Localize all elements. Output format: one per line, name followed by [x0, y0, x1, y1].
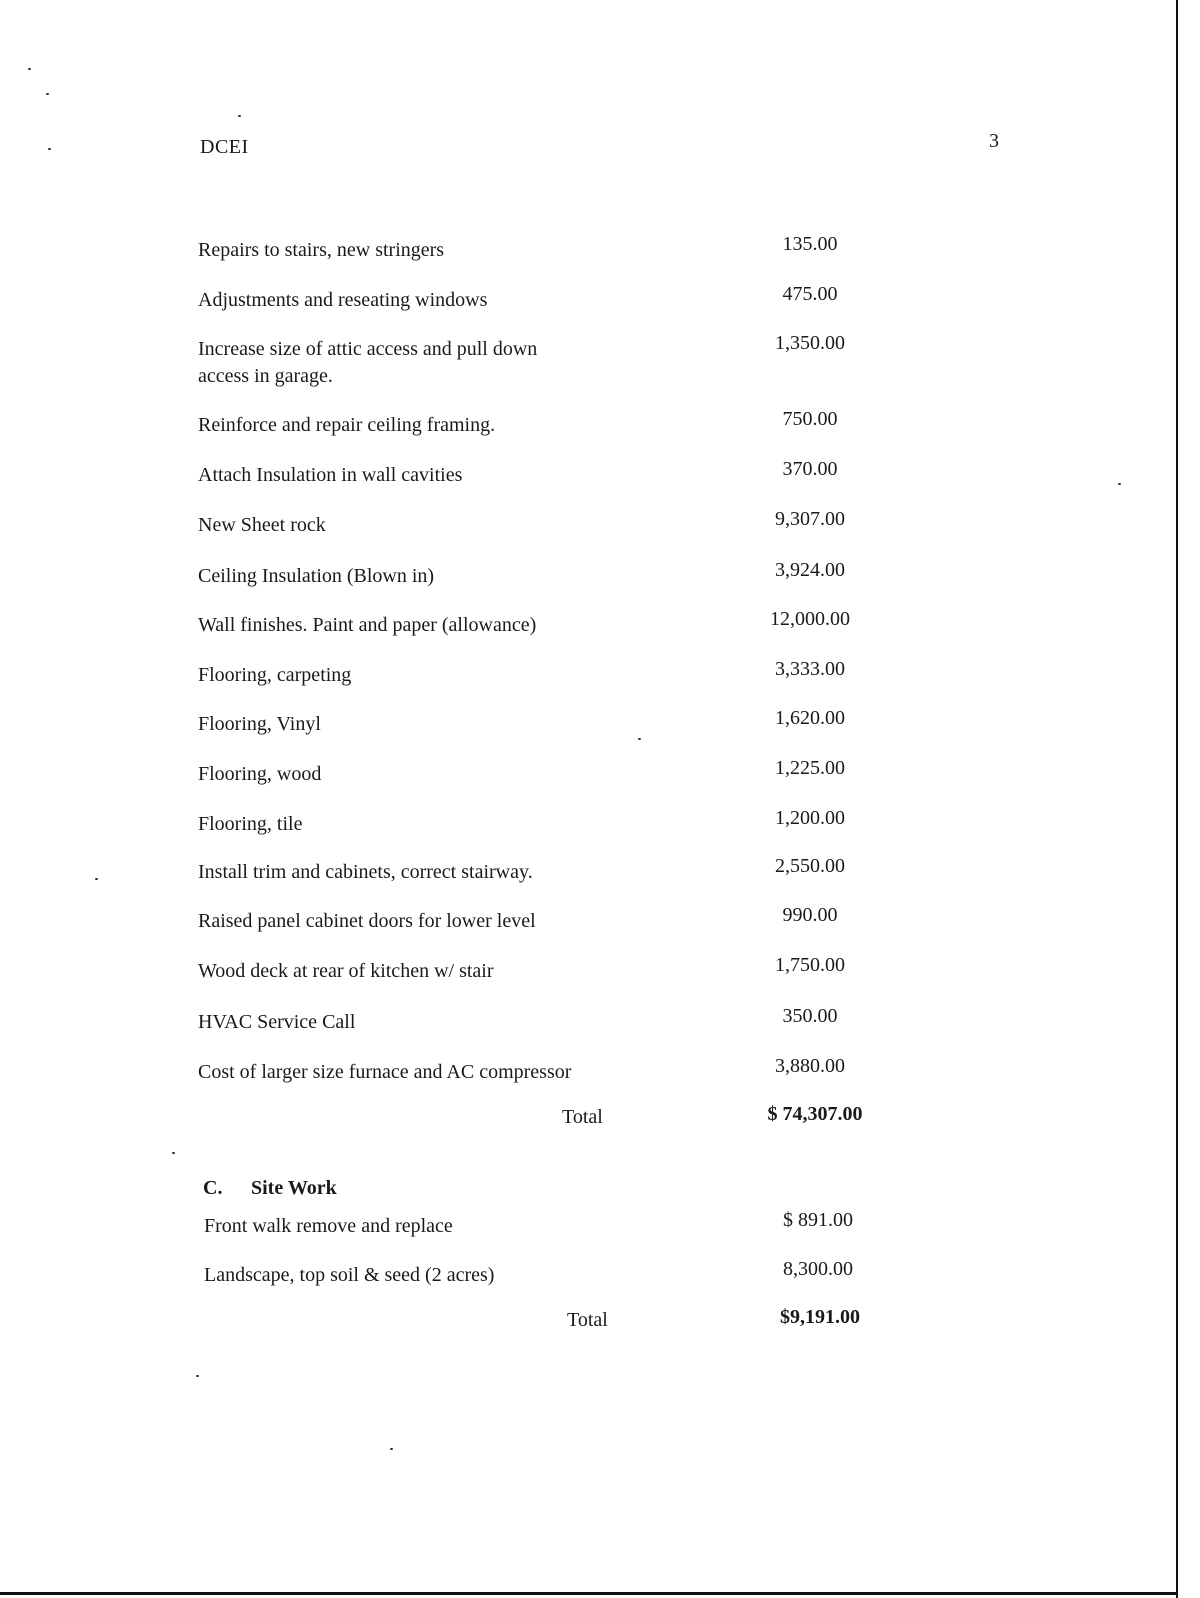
line-item-description: Front walk remove and replace — [204, 1215, 453, 1237]
page-edge-bottom — [0, 1592, 1178, 1595]
line-item-description: Adjustments and reseating windows — [198, 289, 488, 311]
line-item-description: Landscape, top soil & seed (2 acres) — [204, 1264, 495, 1286]
line-item-amount: $ 891.00 — [783, 1209, 853, 1231]
total-label: Total — [562, 1106, 603, 1128]
line-item-amount: 990.00 — [782, 904, 838, 926]
line-item-amount: 1,200.00 — [775, 807, 845, 829]
line-item-amount: 1,750.00 — [775, 954, 845, 976]
line-item-amount: 2,550.00 — [775, 855, 845, 877]
scan-speck — [28, 68, 31, 70]
total-amount: $9,191.00 — [780, 1306, 860, 1328]
line-item-amount: 9,307.00 — [775, 508, 845, 530]
line-item-description: Increase size of attic access and pull down access in garage. — [198, 338, 538, 387]
line-item-amount: 475.00 — [782, 283, 838, 305]
line-item-description: HVAC Service Call — [198, 1011, 356, 1033]
line-item-amount: 350.00 — [782, 1005, 838, 1027]
page-number: 3 — [989, 130, 999, 152]
scan-speck — [638, 738, 641, 740]
line-item-amount: 1,225.00 — [775, 757, 845, 779]
line-item-description: Attach Insulation in wall cavities — [198, 464, 463, 486]
line-item-description: Flooring, carpeting — [198, 664, 352, 686]
section-heading — [203, 1177, 337, 1200]
page-edge-right — [1176, 0, 1178, 1598]
line-item-amount: 370.00 — [782, 458, 838, 480]
scan-speck — [238, 115, 241, 117]
line-item-amount: 3,880.00 — [775, 1055, 845, 1077]
total-label: Total — [567, 1309, 608, 1331]
line-item-description: Install trim and cabinets, correct stairway. — [198, 861, 533, 883]
scan-speck — [1118, 483, 1121, 485]
line-item-description: Repairs to stairs, new stringers — [198, 239, 445, 261]
line-item-amount: 12,000.00 — [770, 608, 850, 630]
line-item-description: Ceiling Insulation (Blown in) — [198, 565, 435, 587]
section-title: Site Work — [251, 1177, 337, 1199]
line-item-description: New Sheet rock — [198, 514, 326, 536]
scan-speck — [48, 148, 51, 150]
line-item-description: Reinforce and repair ceiling framing. — [198, 414, 496, 436]
line-item-amount: 1,350.00 — [775, 332, 845, 354]
line-item-description: Wood deck at rear of kitchen w/ stair — [198, 960, 494, 982]
line-item-description: Raised panel cabinet doors for lower level — [198, 910, 536, 932]
line-item-amount: 3,924.00 — [775, 559, 845, 581]
line-item-description: Flooring, wood — [198, 763, 322, 785]
section-letter: C. — [203, 1177, 223, 1199]
line-item-description: Wall finishes. Paint and paper (allowance) — [198, 614, 537, 636]
line-item-description: Cost of larger size furnace and AC compressor — [198, 1061, 572, 1083]
line-item-amount: 3,333.00 — [775, 658, 845, 680]
line-item-amount: 8,300.00 — [783, 1258, 853, 1280]
line-item-description: Flooring, tile — [198, 813, 303, 835]
line-item-amount: 750.00 — [782, 408, 838, 430]
line-item-amount: 1,620.00 — [775, 707, 845, 729]
line-item-amount: 135.00 — [782, 233, 838, 255]
organization-header: DCEI — [200, 136, 249, 158]
line-item-description: Flooring, Vinyl — [198, 713, 321, 735]
total-amount: $ 74,307.00 — [767, 1103, 863, 1125]
scan-speck — [196, 1375, 199, 1377]
scan-speck — [46, 93, 49, 95]
scan-speck — [172, 1152, 175, 1154]
scan-speck — [390, 1448, 393, 1450]
scan-speck — [95, 878, 98, 880]
